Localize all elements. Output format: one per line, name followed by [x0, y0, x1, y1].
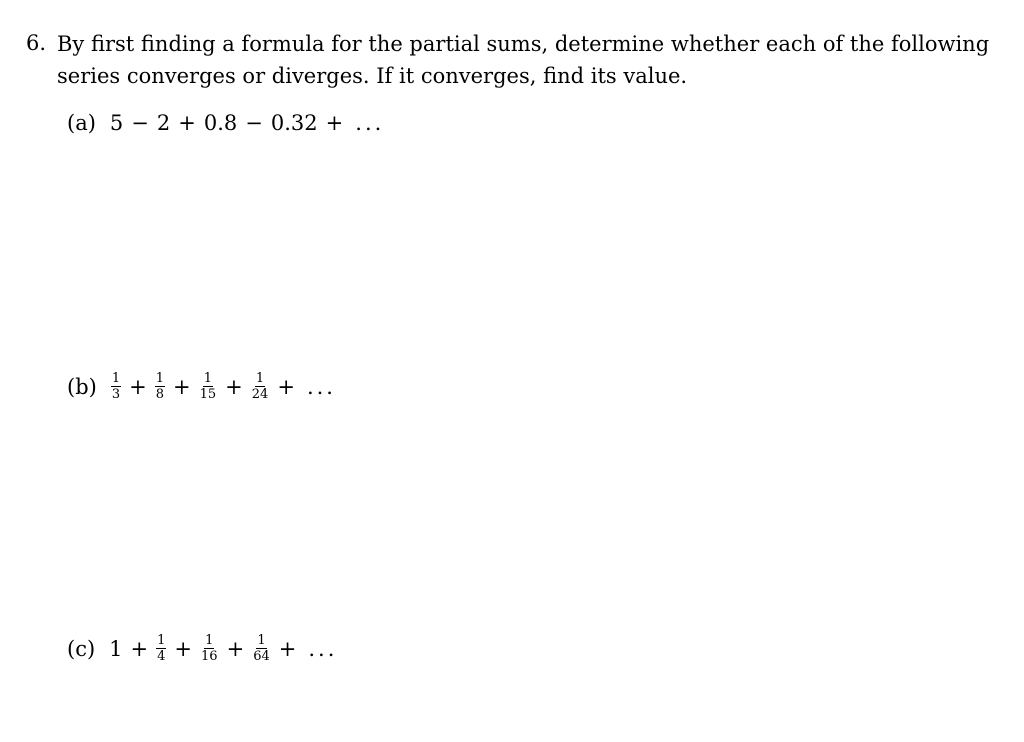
- part-a-label: (a): [67, 111, 96, 135]
- part-c-term-3: [200, 634, 219, 663]
- numerator: 1: [255, 371, 265, 386]
- part-c-series: [109, 634, 337, 663]
- part-b-term-2: [155, 372, 165, 401]
- part-b-term-3: [199, 372, 218, 401]
- denominator: 4: [157, 649, 166, 664]
- part-b-op-1: +: [129, 374, 147, 399]
- part-a-op-3: −: [245, 111, 263, 135]
- part-a: [67, 111, 384, 135]
- numerator: 1: [257, 633, 266, 648]
- part-b: [67, 372, 336, 401]
- part-b-term-4: [251, 372, 270, 401]
- numerator: 1: [205, 633, 214, 648]
- part-b-label: (b): [67, 374, 97, 399]
- part-c-op-1: +: [130, 636, 149, 661]
- part-a-term-2: 2: [156, 111, 171, 135]
- numerator: 1: [157, 633, 166, 648]
- part-a-term-4: 0.32: [270, 111, 318, 135]
- part-a-ellipsis: ...: [355, 111, 385, 135]
- part-a-op-4: +: [325, 111, 344, 135]
- part-c-term-4: [252, 634, 271, 663]
- part-c: [67, 634, 337, 663]
- part-c-term-1: 1: [109, 636, 123, 661]
- part-b-op-2: +: [173, 374, 191, 399]
- part-b-op-3: +: [225, 374, 243, 399]
- part-c-label: (c): [67, 636, 96, 661]
- part-a-op-1: −: [131, 111, 149, 135]
- part-c-term-2: [156, 634, 166, 663]
- numerator: 1: [155, 371, 165, 386]
- problem-number: 6.: [26, 31, 47, 55]
- part-c-ellipsis: ...: [308, 636, 338, 661]
- denominator: 15: [199, 387, 217, 402]
- part-a-term-1: 5: [109, 111, 124, 135]
- part-c-op-4: +: [278, 636, 297, 661]
- part-b-op-4: +: [277, 374, 295, 399]
- denominator: 64: [253, 649, 270, 664]
- part-b-term-1: [111, 372, 121, 401]
- part-a-op-2: +: [178, 111, 196, 135]
- numerator: 1: [203, 371, 213, 386]
- problem-statement: By first finding a formula for the partial sums, determine whether each of the following series converges or diverges. If it converges, find its value.: [57, 32, 996, 88]
- denominator: 3: [111, 387, 121, 402]
- numerator: 1: [111, 371, 121, 386]
- part-b-series: [111, 372, 336, 401]
- denominator: 16: [201, 649, 218, 664]
- part-c-op-3: +: [226, 636, 245, 661]
- part-b-ellipsis: ...: [306, 374, 336, 399]
- part-a-term-3: 0.8: [203, 111, 238, 135]
- denominator: 24: [251, 387, 269, 402]
- part-a-series: [110, 111, 384, 135]
- part-c-op-2: +: [174, 636, 193, 661]
- denominator: 8: [155, 387, 165, 402]
